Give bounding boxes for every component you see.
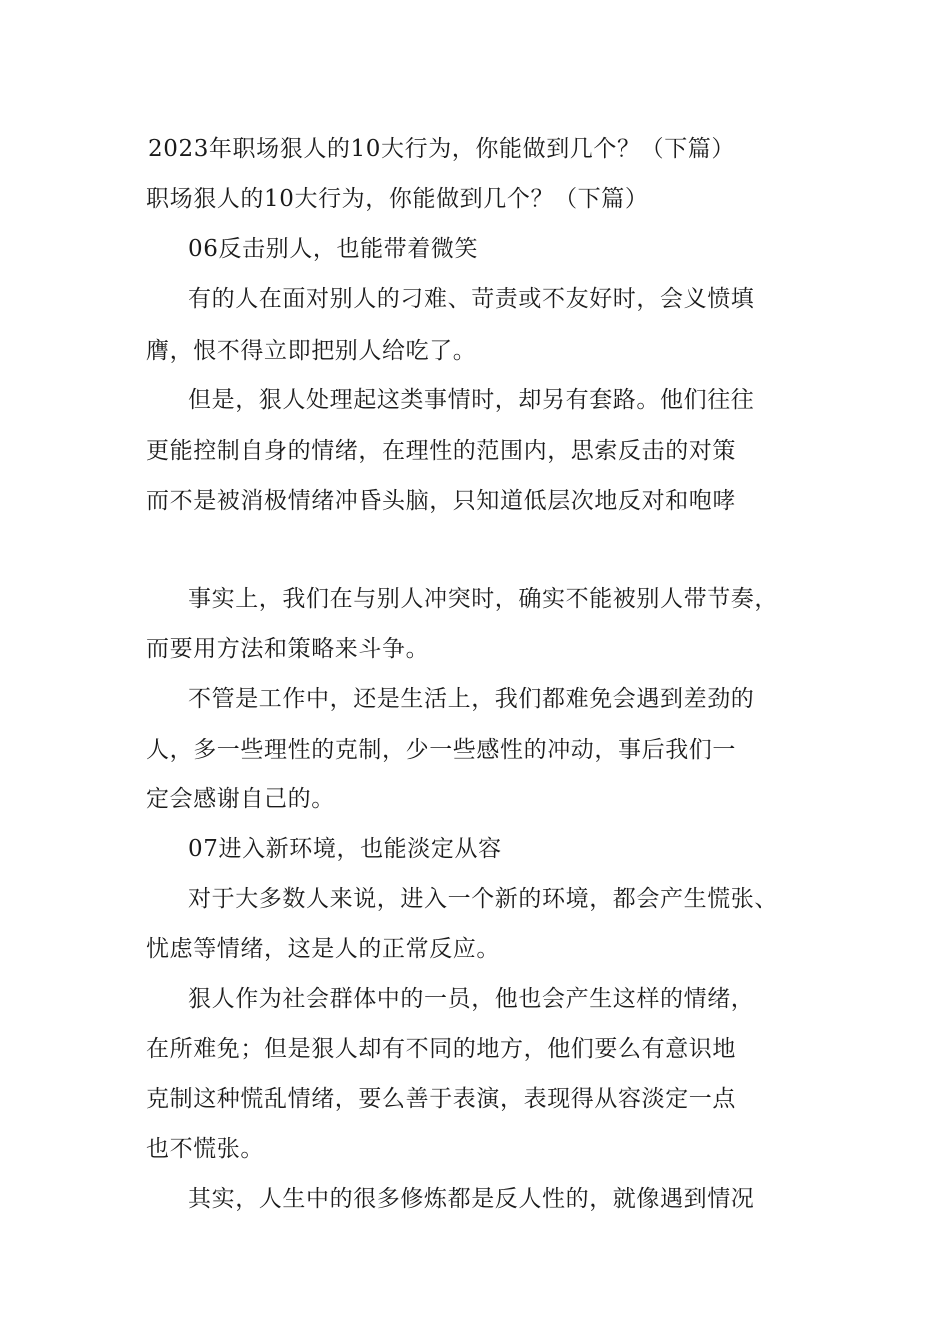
- section-06-paragraph-4-line-1: 不管是工作中，还是生活上，我们都难免会遇到差劲的: [188, 686, 755, 712]
- section-07-heading: 07进入新环境，也能淡定从容: [188, 836, 502, 862]
- section-07-paragraph-2-line-2: 在所难免；但是狠人却有不同的地方，他们要么有意识地: [146, 1036, 736, 1062]
- section-06-paragraph-1-line-2: 膺，恨不得立即把别人给吃了。: [146, 338, 477, 364]
- document-title: 2023年职场狠人的10大行为，你能做到几个？（下篇）: [148, 136, 735, 162]
- section-06-paragraph-3-line-1: 事实上，我们在与别人冲突时，确实不能被别人带节奏，: [188, 586, 778, 612]
- section-06-paragraph-2-line-1: 但是，狠人处理起这类事情时，却另有套路。他们往往: [188, 387, 755, 413]
- section-07-paragraph-2-line-3: 克制这种慌乱情绪，要么善于表演，表现得从容淡定一点: [146, 1086, 736, 1112]
- section-07-paragraph-2-line-1: 狠人作为社会群体中的一员，他也会产生这样的情绪，: [188, 986, 755, 1012]
- section-07-paragraph-1-line-1: 对于大多数人来说，进入一个新的环境，都会产生慌张、: [188, 886, 778, 912]
- document-subtitle: 职场狠人的10大行为，你能做到几个？（下篇）: [146, 186, 649, 212]
- section-07-paragraph-1-line-2: 忧虑等情绪，这是人的正常反应。: [146, 936, 500, 962]
- section-06-heading: 06反击别人，也能带着微笑: [188, 236, 479, 262]
- section-06-paragraph-2-line-2: 更能控制自身的情绪，在理性的范围内，思索反击的对策: [146, 438, 736, 464]
- section-06-paragraph-1-line-1: 有的人在面对别人的刁难、苛责或不友好时，会义愤填: [188, 286, 755, 312]
- section-06-paragraph-2-line-3: 而不是被消极情绪冲昏头脑，只知道低层次地反对和咆哮: [146, 488, 736, 514]
- section-06-paragraph-4-line-3: 定会感谢自己的。: [146, 786, 335, 812]
- section-07-paragraph-2-line-4: 也不慌张。: [146, 1136, 264, 1162]
- section-07-paragraph-3-line-1: 其实，人生中的很多修炼都是反人性的，就像遇到情况: [188, 1186, 755, 1212]
- section-06-paragraph-3-line-2: 而要用方法和策略来斗争。: [146, 636, 430, 662]
- section-06-paragraph-4-line-2: 人，多一些理性的克制，少一些感性的冲动，事后我们一: [146, 737, 736, 763]
